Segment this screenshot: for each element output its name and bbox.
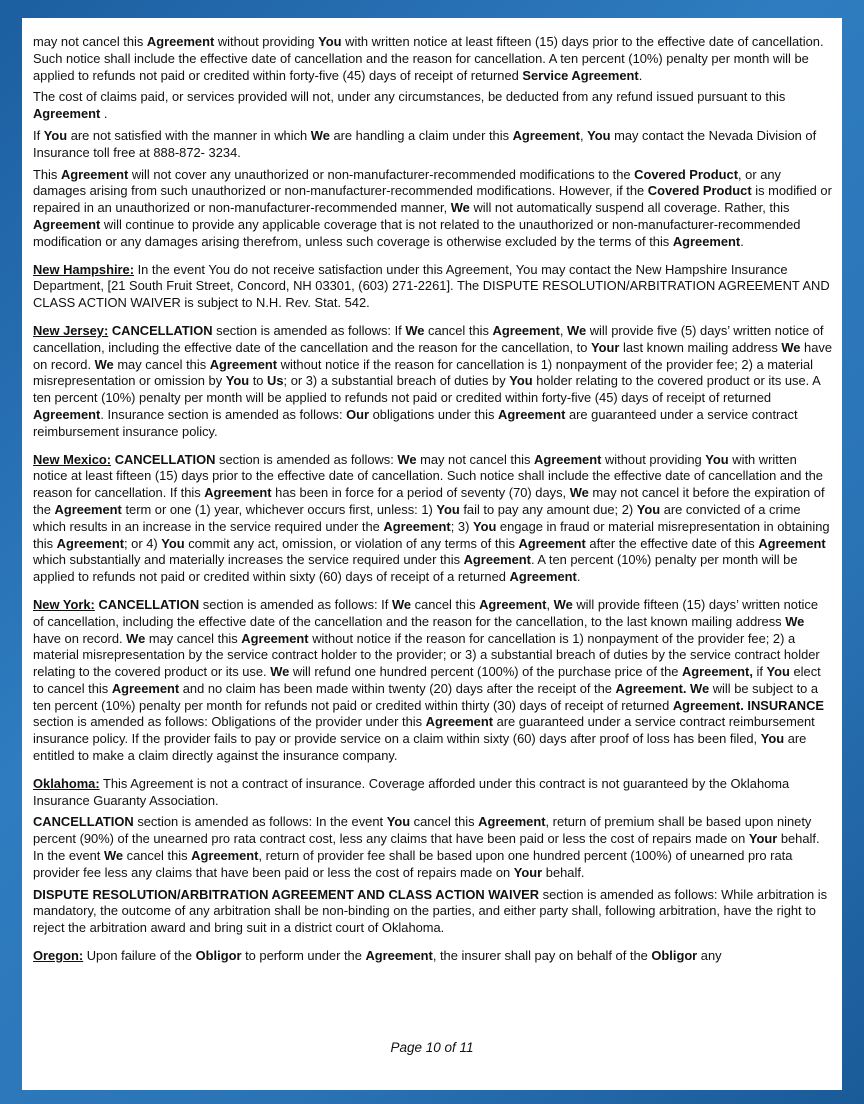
text-run: without providing (601, 451, 706, 467)
bold-term: We (310, 127, 330, 143)
text-run: have on record. (33, 339, 833, 372)
text-run: elect to cancel this (33, 664, 821, 696)
text-run: are guaranteed under a service contract reimbursement insurance policy. If the provider fails to pay or provide service on a claim within sixty (60) days after proof of loss has been filed, (33, 714, 815, 747)
text-run: with written notice at least fifteen (15) days prior to the effective date of cancellation. Such notice shall include the effective date of cancellation and the reason for cancellation. A ten percent (10%) penalty per month will be applied to refunds not paid or credited within forty-five (45) days of receipt of returned (33, 34, 824, 83)
document-body (33, 34, 832, 965)
bold-term: CANCELLATION (33, 814, 134, 830)
bold-term: Us (267, 373, 284, 389)
text-run: are not satisfied with the manner in which (67, 127, 311, 143)
text-run: section is amended as follows: If (212, 322, 406, 338)
bold-term: We (391, 596, 412, 612)
state-heading: Oklahoma: (33, 775, 100, 791)
text-run: ; or 4) (124, 535, 162, 551)
text-run: is modified or repaired in an unauthorized or non-manufacturer-recommended manner, (33, 183, 832, 216)
bold-term: Obligor (195, 948, 242, 964)
bold-term: Agreement (60, 166, 129, 182)
text-run: ; 3) (450, 518, 473, 534)
page-number-footer: Page 10 of 11 (390, 1040, 474, 1055)
paragraph-oregon (33, 948, 832, 965)
text-run: without notice if the reason for cancellation is 1) nonpayment of the provider fee; 2) a material misrepresentation by the service contract holder to the provider; or 3) a substantial breach of duties by the service contract holder relating to the covered product or its use. (33, 630, 820, 680)
bold-term: Agreement (191, 848, 259, 864)
text-run: behalf. (542, 864, 585, 880)
bold-term: Your (748, 831, 778, 847)
paragraph-nevada-contact (33, 128, 832, 162)
bold-term: Your (591, 339, 620, 355)
text-run: , return of provider fee shall be based upon one hundred percent (100%) of unearned pro rata provider fee less any claims that have been paid or less the cost of repairs made on (33, 848, 793, 880)
text-run: behalf. In the event (33, 831, 820, 864)
text-run: . (638, 67, 643, 83)
text-run: to (249, 373, 268, 389)
bold-term: Agreement (209, 356, 278, 372)
text-run: section is amended as follows: While arbitration is mandatory, the outcome of any arbitration shall be non-binding on the parties, and either party shall, following arbitration, have the right to reject the arbitration award and bring suit in a district court of Oklahoma. (33, 886, 828, 936)
bold-term: CANCELLATION (111, 322, 213, 338)
paragraph-oklahoma (33, 776, 832, 810)
text-run: may not cancel it before the expiration of the (33, 485, 825, 517)
bold-term: You (636, 501, 661, 517)
bold-term: Agreement (365, 948, 433, 964)
bold-term: You (436, 501, 460, 517)
bold-term: Agreement (672, 233, 741, 249)
text-run: may not cancel this (33, 34, 147, 49)
bold-term: Agreement (383, 518, 451, 534)
bold-term: Agreement. We (615, 680, 710, 696)
text-run: ; or 3) a substantial breach of duties by (283, 373, 510, 389)
text-run: after the effective date of this (585, 535, 759, 551)
state-heading: New Mexico: (33, 451, 112, 467)
bold-term: You (225, 373, 250, 389)
text-run: will provide five (5) days’ written notice of cancellation, including the effective date of the cancellation and the reason for the cancellation, to (33, 322, 824, 355)
text-run: . (740, 233, 744, 249)
bold-term: We (569, 485, 589, 501)
bold-term: Agreement (492, 322, 560, 338)
text-run: , (546, 596, 554, 612)
paragraph-oklahoma-arbitration (33, 887, 832, 937)
text-run: if (752, 664, 767, 680)
state-heading: New York: (33, 596, 95, 612)
bold-term: Agreement (33, 406, 101, 422)
text-run: This (33, 166, 61, 182)
bold-term: You (318, 34, 342, 49)
bold-term: CANCELLATION (98, 596, 200, 612)
text-run: term or one (1) year, whichever occurs first, unless: 1) (121, 501, 437, 517)
paragraph-claims-cost (33, 89, 832, 123)
text-run: commit any act, omission, or violation of any terms of this (184, 535, 519, 551)
text-run: The cost of claims paid, or services provided will not, under any circumstances, be deducted from any refund issued pursuant to this (33, 89, 786, 105)
bold-term: DISPUTE RESOLUTION/ARBITRATION AGREEMENT AND CLASS ACTION WAIVER (33, 886, 540, 902)
bold-term: Agreement (509, 569, 577, 585)
bold-term: You (509, 373, 533, 389)
bold-term: Our (346, 406, 370, 422)
text-run: section is amended as follows: If (199, 596, 392, 612)
text-run: are guaranteed under a service contract reimbursement insurance policy. (33, 406, 798, 439)
bold-term: We (103, 848, 124, 864)
bold-term: We (405, 322, 425, 338)
bold-term: You (43, 127, 68, 143)
text-run: with written notice at least fifteen (15) days prior to the effective date of cancellation. Such notice shall include the effective date of cancellation and the reason for cancellation. If this (33, 451, 823, 501)
bold-term: You (705, 451, 729, 467)
text-run: may cancel this (113, 356, 210, 372)
text-run: cancel this (411, 596, 480, 612)
bold-term: We (781, 339, 801, 355)
paragraph-new-hampshire (33, 262, 832, 312)
text-run: cancel this (123, 848, 192, 864)
bold-term: We (94, 356, 114, 372)
bold-term: You (766, 664, 790, 680)
text-run: . (576, 569, 581, 585)
text-run: will refund one hundred percent (100%) of the purchase price of the (289, 664, 682, 680)
text-run: will not cover any unauthorized or non-manufacturer-recommended modifications to the (128, 166, 635, 182)
bold-term: Agreement (758, 535, 826, 551)
bold-term: Agreement (33, 106, 101, 122)
text-run: obligations under this (369, 406, 499, 422)
bold-term: Agreement (534, 451, 602, 467)
bold-term: We (567, 322, 587, 338)
bold-term: Agreement (425, 714, 494, 730)
text-run: fail to pay any amount due; 2) (459, 501, 637, 517)
text-run: are handling a claim under this (329, 127, 513, 143)
bold-term: Your (513, 864, 543, 880)
bold-term: Agreement (463, 552, 531, 568)
text-run: section is amended as follows: In the event (133, 814, 387, 830)
text-run: and no claim has been made within twenty (20) days after the receipt of the (179, 680, 616, 696)
text-run: , (579, 127, 588, 143)
text-run: will be subject to a ten percent (10%) penalty per month for refunds not paid or credited within thirty (30) days of receipt of returned (33, 680, 819, 713)
text-run: In the event You do not receive satisfaction under this Agreement, You may contact the New Hampshire Insurance Department, [21 South Fruit Street, Concord, NH 03301, (603) 271-2261]. The DISPUTE RESOLUTION/ARBITRATION AGREEMENT AND CLASS ACTION WAIVER is subject to N.H. Rev. Stat. 542. (33, 261, 830, 311)
bold-term: We (553, 596, 573, 612)
text-run: , return of premium shall be based upon ninety percent (90%) of the unearned pro rata contract cost, less any claims that have been paid or less the cost of repairs made on (33, 814, 812, 847)
text-run: will continue to provide any applicable coverage that is not related to the unauthorized or non-manufacturer-recommended modification or any damages arising therefrom, unless such coverage is otherwise excluded by the terms of this (33, 216, 801, 249)
bold-term: Agreement (478, 814, 546, 830)
bold-term: Agreement, (681, 664, 753, 680)
bold-term: CANCELLATION (114, 451, 216, 467)
text-run: cancel this (424, 322, 493, 338)
paragraph-oklahoma-cancellation (33, 814, 832, 881)
state-heading: New Jersey: (33, 322, 109, 338)
text-run: will not automatically suspend all coverage. Rather, this (469, 200, 790, 216)
bold-term: You (386, 814, 411, 830)
text-run: are entitled to make a claim directly against the insurance company. (33, 731, 807, 764)
bold-term: Agreement (498, 406, 566, 422)
text-run: last known mailing address (619, 339, 782, 355)
text-run: . (100, 106, 108, 122)
text-run: to perform under the (241, 948, 366, 964)
bold-term: Agreement (56, 535, 124, 551)
bold-term: Agreement (54, 501, 122, 517)
bold-term: Agreement (204, 485, 272, 501)
bold-term: Covered Product (634, 166, 739, 182)
bold-term: Agreement (146, 34, 215, 49)
text-run: without providing (214, 34, 319, 49)
text-run: cancel this (410, 814, 479, 830)
bold-term: Service Agreement (522, 67, 639, 83)
paragraph-modifications (33, 167, 832, 251)
bold-term: You (472, 518, 497, 534)
bold-term: Agreement. INSURANCE (672, 697, 824, 713)
text-run: section is amended as follows: Obligations of the provider under this (33, 714, 426, 730)
text-run: . Insurance section is amended as follows: (100, 406, 347, 422)
text-run: , (559, 322, 568, 338)
paragraph-new-mexico (33, 452, 832, 586)
text-run: If (33, 127, 44, 143)
text-run: . A ten percent (10%) penalty per month will be applied to refunds not paid or credited within sixty (60) days of receipt of a returned (33, 552, 798, 585)
bold-term: Agreement (479, 596, 547, 612)
document-page (22, 18, 842, 1090)
bold-term: We (450, 200, 470, 216)
bold-term: Obligor (651, 948, 698, 964)
bold-term: You (587, 127, 611, 143)
paragraph-new-york (33, 597, 832, 765)
state-heading: New Hampshire: (33, 261, 135, 277)
bold-term: We (270, 664, 290, 680)
bold-term: Agreement (518, 535, 586, 551)
text-run: may not cancel this (416, 451, 535, 467)
bold-term: We (785, 613, 805, 629)
state-heading: Oregon: (33, 948, 84, 964)
text-run: section is amended as follows: (215, 451, 398, 467)
bold-term: Covered Product (647, 183, 752, 199)
bold-term: You (760, 731, 785, 747)
text-run: has been in force for a period of seventy (70) days, (271, 485, 570, 501)
paragraph-new-jersey (33, 323, 832, 441)
text-run: have on record. (33, 630, 127, 646)
bold-term: We (397, 451, 417, 467)
text-run: , the insurer shall pay on behalf of the (432, 948, 652, 964)
text-run: , or any damages arising from such unauthorized or non-manufacturer-recommended modifications. However, if the (33, 166, 782, 199)
text-run: any (697, 948, 722, 964)
bold-term: Agreement (33, 216, 101, 232)
text-run: may contact the Nevada Division of Insurance toll free at 888-872- 3234. (33, 127, 817, 160)
text-run: which substantially and materially increases the service required under this (33, 552, 464, 568)
bold-term: Agreement (512, 127, 580, 143)
bold-term: Agreement (111, 680, 180, 696)
text-run: engage in fraud or material misrepresentation in obtaining this (33, 518, 830, 551)
text-run: Upon failure of the (83, 948, 196, 964)
text-run: may cancel this (145, 630, 242, 646)
bold-term: We (126, 630, 146, 646)
text-run: holder relating to the covered product or its use. A ten percent (10%) penalty per month will be applied to refunds not paid or credited within forty-five (45) days of receipt of returned (33, 373, 820, 406)
text-run: This Agreement is not a contract of insurance. Coverage afforded under this contract is not guaranteed by the Oklahoma Insurance Guaranty Association. (33, 775, 790, 808)
bold-term: Agreement (241, 630, 309, 646)
bold-term: You (161, 535, 185, 551)
text-run: will provide fifteen (15) days’ written notice of cancellation, including the effective date of the cancellation and the reason for the cancellation, to the last known mailing address (33, 596, 819, 629)
paragraph-nevada-cancellation (33, 34, 832, 84)
text-run: without notice if the reason for cancellation is 1) nonpayment of the provider fee; 2) a material misrepresentation or omission by (33, 356, 814, 389)
text-run: are convicted of a crime which results in an increase in the service required under the (33, 501, 801, 534)
